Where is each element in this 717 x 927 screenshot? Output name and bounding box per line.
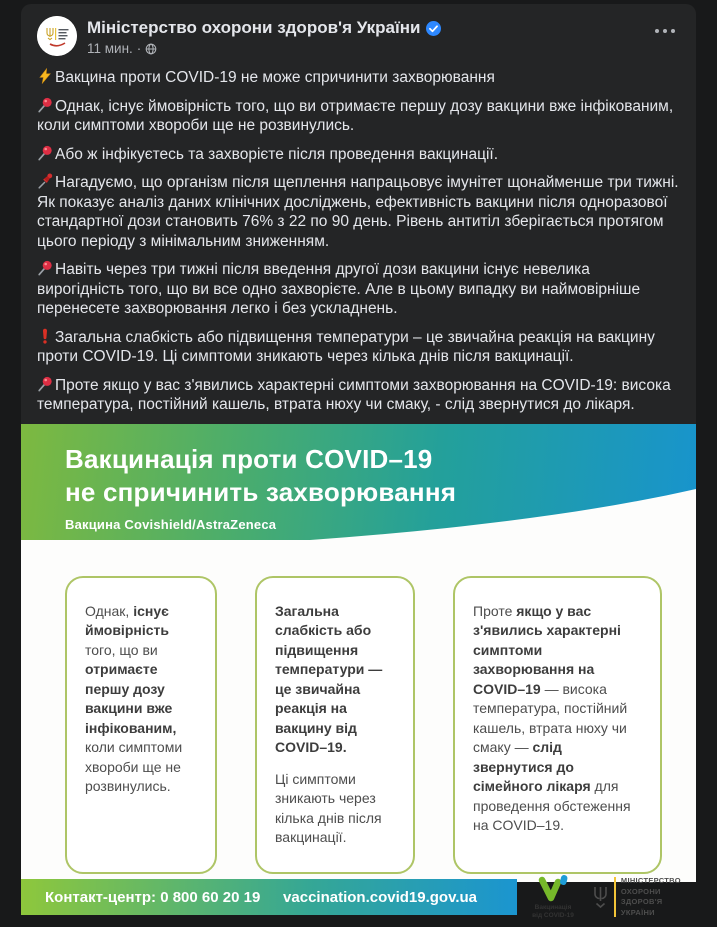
post-text — [21, 64, 696, 415]
post-paragraph — [37, 173, 680, 251]
post-paragraph-text: Навіть через три тижні після введення другої дози вакцини існує невелика вирогідність того, що ви все одно захворієте. Але в цьому випадку ви наймовірніше перенесете захворювання легко і без ускладнень. — [37, 261, 640, 317]
infographic-cards — [21, 540, 696, 874]
post-menu-button[interactable] — [650, 16, 680, 46]
post-paragraph — [37, 260, 680, 319]
timestamp-text: 11 мин. — [87, 41, 133, 56]
post-paragraph-text: Або ж інфікуєтесь та захворієте після проведення вакцинації. — [55, 146, 498, 163]
card-paragraph: Загальна слабкість або підвищення температури — це звичайна реакція на вакцину від COVID–19. — [275, 602, 395, 758]
lightning-icon — [37, 68, 55, 84]
pushpin-icon — [37, 173, 55, 189]
post-paragraph-text: Проте якщо у вас з'явились характерні симптоми захворювання на COVID-19: висока температура, постійний кашель, втрата нюху чи смаку, - слід звернутися до лікаря. — [37, 377, 671, 414]
round-pin-icon — [37, 97, 55, 113]
post-paragraph-text: Нагадуємо, що організм після щеплення напрацьовує імунітет щонайменше три тижні. Як показує аналіз даних клінічних досліджень, ефективність вакцини після одноразової стандартної дози становить 76% з 22 по 90 день. Рівень антитіл зберігається протягом цього періоду з мінімальним зниженням. — [37, 174, 679, 250]
ellipsis-icon — [654, 27, 676, 35]
footer-logos — [517, 874, 696, 922]
exclamation-icon — [37, 328, 55, 344]
post-paragraph — [37, 145, 680, 165]
infographic-card — [255, 576, 415, 874]
ministry-emblem-icon — [37, 16, 77, 56]
page-title[interactable]: Міністерство охорони здоров'я України — [87, 17, 421, 38]
card-paragraph: Ці симптоми зникають через кілька днів після вакцинації. — [275, 770, 395, 848]
timestamp[interactable] — [87, 41, 650, 56]
infographic-title-line1: Вакцинація проти COVID–19 — [65, 443, 456, 476]
post-header-text — [87, 16, 650, 56]
round-pin-icon — [37, 260, 55, 276]
post-paragraph-text: Вакцина проти COVID-19 не може спричинити захворювання — [55, 69, 495, 86]
post-paragraph — [37, 328, 680, 367]
infographic-card — [65, 576, 217, 874]
vaccination-logo — [532, 874, 574, 922]
post-paragraph — [37, 97, 680, 136]
globe-icon — [145, 43, 157, 55]
post-paragraph — [37, 376, 680, 415]
infographic-title — [65, 443, 456, 509]
post-paragraph-text: Однак, існує ймовірність того, що ви отримаєте першу дозу вакцини вже інфікованим, коли симптоми хвороби ще не розвинулись. — [37, 98, 673, 135]
card-paragraph: Однак, існує ймовірність того, що ви отримаєте першу дозу вакцини вже інфікованим, коли симптоми хвороби ще не розвинулись. — [85, 602, 197, 797]
ministry-logo-text: МІНІСТЕРСТВО ОХОРОНИ ЗДОРОВ'Я УКРАЇНИ — [621, 876, 681, 918]
verified-badge-icon — [426, 21, 441, 36]
website-url: vaccination.covid19.gov.ua — [283, 889, 477, 906]
avatar[interactable] — [37, 16, 77, 56]
trident-icon — [592, 885, 609, 909]
contact-center-label: Контакт-центр: 0 800 60 20 19 — [45, 889, 260, 906]
round-pin-icon — [37, 145, 55, 161]
infographic-footer — [21, 874, 696, 927]
v-check-icon — [536, 874, 570, 902]
ministry-logo — [592, 876, 681, 918]
infographic-title-line2: не спричинить захворювання — [65, 476, 456, 509]
round-pin-icon — [37, 376, 55, 392]
post-paragraph-text: Загальна слабкість або підвищення температури – це звичайна реакція на вакцину проти COVID-19. Ці симптоми зникають через кілька днів після вакцинації. — [37, 329, 655, 366]
infographic-subtitle: Вакцина Covishield/AstraZeneca — [65, 517, 276, 532]
infographic-header — [21, 424, 696, 540]
footer-contact-bar — [21, 879, 517, 915]
vaccination-logo-caption: Вакцинація від COVID-19 — [532, 904, 574, 922]
post-header — [21, 4, 696, 64]
infographic-image[interactable] — [21, 424, 696, 882]
timestamp-separator: · — [137, 41, 142, 56]
card-paragraph: Проте якщо у вас з'явились характерні симптоми захворювання на COVID–19 — висока температура, постійний кашель, втрата нюху чи смаку — слід звернутися до сімейного лікаря для проведення обстеження на COVID–19. — [473, 602, 642, 836]
ministry-logo-divider — [614, 877, 616, 917]
facebook-post-card — [21, 4, 696, 879]
infographic-card — [453, 576, 662, 874]
post-paragraph — [37, 68, 680, 88]
